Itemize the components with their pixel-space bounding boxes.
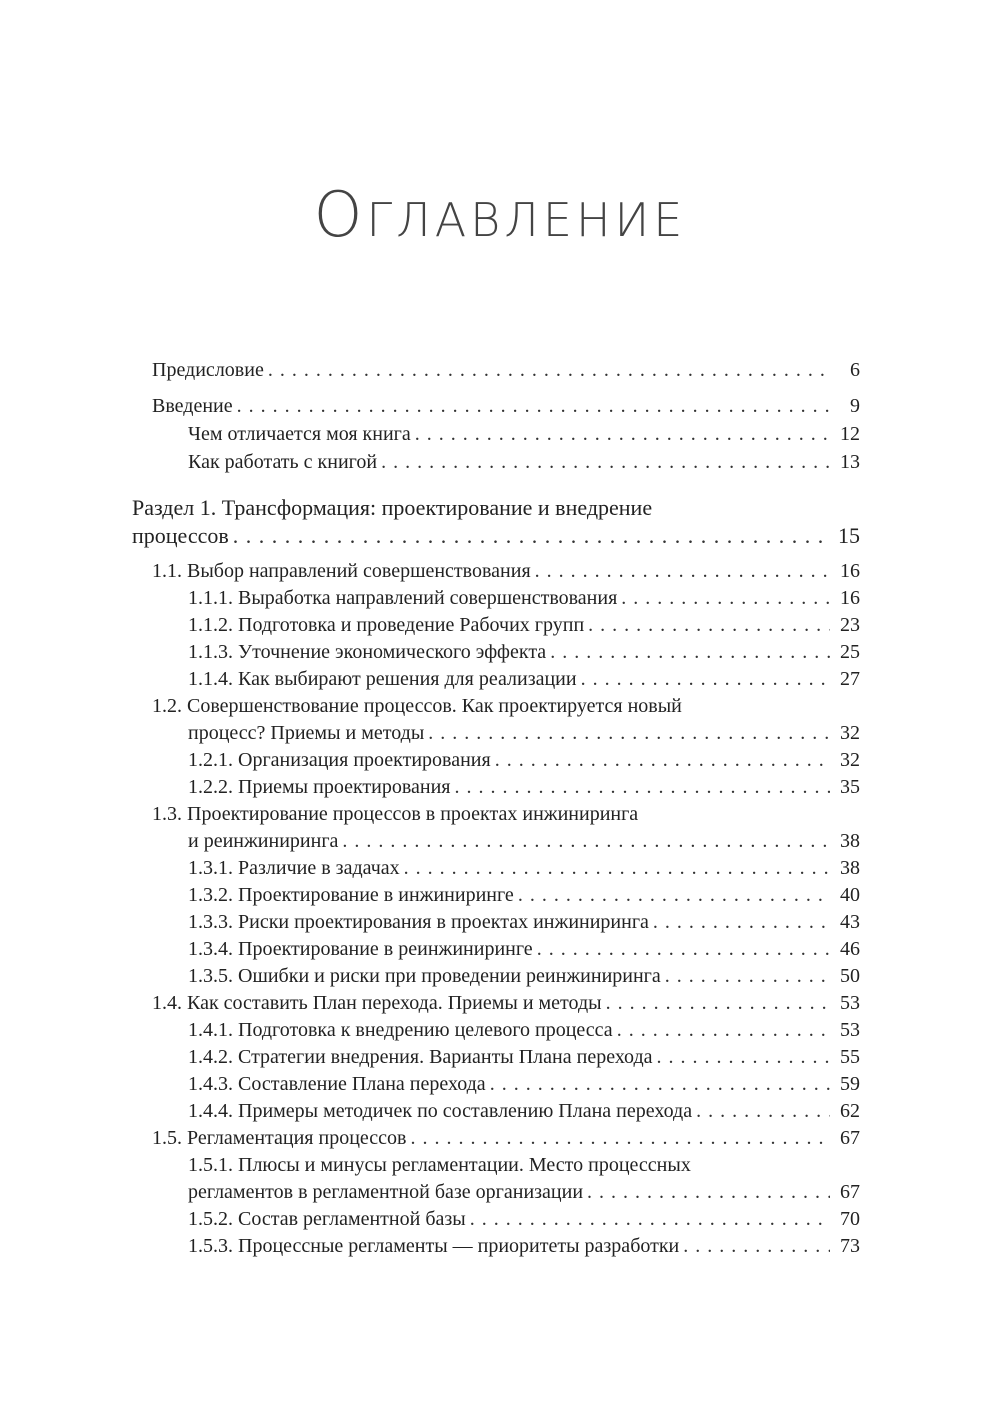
- toc-page-number: 70: [840, 1208, 860, 1230]
- dot-leader: [455, 774, 831, 801]
- toc-entry-title: 1.1.4. Как выбирают решения для реализации: [188, 668, 577, 690]
- toc-page-number: 43: [840, 911, 860, 933]
- toc-page-number: 53: [840, 1019, 860, 1041]
- toc-entry-title: 1.5. Регламентация процессов: [152, 1127, 407, 1149]
- toc-entry-1-4-3[interactable]: [188, 1071, 860, 1098]
- toc-entry-preface[interactable]: [152, 357, 860, 384]
- toc-entry-1-5-3[interactable]: [188, 1233, 860, 1260]
- toc-entry-title: 1.3.1. Различие в задачах: [188, 857, 400, 879]
- toc-entry-title: 1.1.2. Подготовка и проведение Рабочих групп: [188, 614, 585, 636]
- toc-entry-title: регламентов в регламентной базе организации: [188, 1181, 584, 1203]
- toc-entry-1-5-1[interactable]: [188, 1179, 860, 1206]
- dot-leader: [268, 357, 830, 384]
- toc-entry-intro[interactable]: [152, 393, 860, 420]
- toc-entry-1-4-4[interactable]: [188, 1098, 860, 1125]
- toc-entry-1-2-1[interactable]: [188, 747, 860, 774]
- dot-leader: [621, 585, 830, 612]
- toc-page-number: 23: [840, 614, 860, 636]
- toc-page-number: 67: [840, 1181, 860, 1203]
- toc-page-number: 35: [840, 776, 860, 798]
- toc-entry-1-5-2[interactable]: [188, 1206, 860, 1233]
- dot-leader: [410, 1125, 830, 1152]
- toc-entry-1-2-2[interactable]: [188, 774, 860, 801]
- toc-page-number: 40: [840, 884, 860, 906]
- dot-leader: [657, 1044, 830, 1071]
- toc-page-number: 15: [838, 523, 860, 548]
- dot-leader: [537, 936, 830, 963]
- toc-entry-1-3-5[interactable]: [188, 963, 860, 990]
- dot-leader: [653, 909, 830, 936]
- dot-leader: [617, 1017, 830, 1044]
- toc-entry-title: 1.1.3. Уточнение экономического эффекта: [188, 641, 547, 663]
- toc-entry-title: процессов: [132, 523, 229, 548]
- toc-entry-1-1-1[interactable]: [188, 585, 860, 612]
- toc-entry-1-1[interactable]: [152, 558, 860, 585]
- dot-leader: [581, 666, 830, 693]
- dot-leader: [696, 1098, 830, 1125]
- toc-page-number: 55: [840, 1046, 860, 1068]
- toc-entry-1-1-3[interactable]: [188, 639, 860, 666]
- toc-entry-1-5[interactable]: [152, 1125, 860, 1152]
- toc-page-number: 6: [850, 359, 860, 381]
- dot-leader: [665, 963, 830, 990]
- toc-page-number: 53: [840, 992, 860, 1014]
- toc-entry-title: 1.4.2. Стратегии внедрения. Варианты Плана перехода: [188, 1046, 653, 1068]
- toc-page-number: 46: [840, 938, 860, 960]
- page-title: [0, 178, 1000, 251]
- toc-page-number: 25: [840, 641, 860, 663]
- dot-leader: [342, 828, 830, 855]
- toc-entry-1-1-2[interactable]: [188, 612, 860, 639]
- toc-page-number: 13: [840, 451, 860, 473]
- toc-page-number: 50: [840, 965, 860, 987]
- toc-entry-title: 1.3.5. Ошибки и риски при проведении реинжиниринга: [188, 965, 661, 987]
- toc-entry-title: 1.4. Как составить План перехода. Приемы и методы: [152, 992, 602, 1014]
- toc-entry-title: 1.4.3. Составление Плана перехода: [188, 1073, 486, 1095]
- toc-page-number: 9: [850, 395, 860, 417]
- toc-entry-title: 1.3.4. Проектирование в реинжиниринге: [188, 938, 533, 960]
- toc-page-number: 32: [840, 749, 860, 771]
- dot-leader: [404, 855, 830, 882]
- toc-page-number: 32: [840, 722, 860, 744]
- toc-entry-1-4-1[interactable]: [188, 1017, 860, 1044]
- toc-entry-1-3[interactable]: [188, 828, 860, 855]
- dot-leader: [683, 1233, 830, 1260]
- dot-leader: [606, 990, 830, 1017]
- dot-leader: [518, 882, 830, 909]
- page-title-initial: О: [313, 178, 367, 251]
- toc-entry-1-3-1[interactable]: [188, 855, 860, 882]
- toc-entry-title: 1.1. Выбор направлений совершенствования: [152, 560, 531, 582]
- toc-entry-title: 1.2.2. Приемы проектирования: [188, 776, 451, 798]
- toc-page-number: 16: [840, 560, 860, 582]
- toc-entry-1-4-2[interactable]: [188, 1044, 860, 1071]
- dot-leader: [428, 720, 830, 747]
- toc-entry-title: 1.1.1. Выработка направлений совершенствования: [188, 587, 618, 609]
- dot-leader: [588, 612, 830, 639]
- toc-entry-1-2[interactable]: [188, 720, 860, 747]
- toc-page-number: 73: [840, 1235, 860, 1257]
- dot-leader: [381, 449, 830, 476]
- toc-part-1-title-line-1[interactable]: Раздел 1. Трансформация: проектирование и внедрение: [132, 495, 653, 520]
- toc-entry-title: и реинжиниринга: [188, 830, 339, 852]
- dot-leader: [470, 1206, 830, 1233]
- toc-entry-title: 1.5.2. Состав регламентной базы: [188, 1208, 466, 1230]
- toc-page-number: 62: [840, 1100, 860, 1122]
- toc-entry-title: Введение: [152, 395, 233, 417]
- toc-page-number: 67: [840, 1127, 860, 1149]
- dot-leader: [587, 1179, 830, 1206]
- toc-entry-title: Чем отличается моя книга: [188, 423, 411, 445]
- toc-page-number: 38: [840, 857, 860, 879]
- dot-leader: [535, 558, 830, 585]
- toc-page-number: 59: [840, 1073, 860, 1095]
- toc-page-number: 16: [840, 587, 860, 609]
- toc-page-number: 12: [840, 423, 860, 445]
- toc-entry-title: 1.3.3. Риски проектирования в проектах инжиниринга: [188, 911, 649, 933]
- toc-page-number: 27: [840, 668, 860, 690]
- toc-entry-title: процесс? Приемы и методы: [188, 722, 425, 744]
- dot-leader: [233, 522, 830, 549]
- toc-1-3-title-line-1[interactable]: 1.3. Проектирование процессов в проектах инжиниринга: [152, 803, 639, 825]
- toc-entry-title: Предисловие: [152, 359, 264, 381]
- toc-entry-title: 1.4.4. Примеры методичек по составлению Плана перехода: [188, 1100, 693, 1122]
- dot-leader: [237, 393, 830, 420]
- dot-leader: [550, 639, 830, 666]
- dot-leader: [415, 421, 830, 448]
- toc-entry-title: 1.2.1. Организация проектирования: [188, 749, 491, 771]
- toc-1-5-1-title-line-1[interactable]: 1.5.1. Плюсы и минусы регламентации. Место процессных: [188, 1154, 691, 1176]
- toc-entry-title: 1.3.2. Проектирование в инжиниринге: [188, 884, 514, 906]
- toc-entry-1-3-3[interactable]: [188, 909, 860, 936]
- toc-entry-1-4[interactable]: [152, 990, 860, 1017]
- dot-leader: [490, 1071, 830, 1098]
- toc-entry-1-1-4[interactable]: [188, 666, 860, 693]
- toc-entry-1-3-4[interactable]: [188, 936, 860, 963]
- toc-page-number: 38: [840, 830, 860, 852]
- toc-entry-1-3-2[interactable]: [188, 882, 860, 909]
- page-title-rest: ГЛАВЛЕНИЕ: [366, 193, 687, 247]
- toc-entry-title: 1.4.1. Подготовка к внедрению целевого процесса: [188, 1019, 613, 1041]
- toc-1-2-title-line-1[interactable]: 1.2. Совершенствование процессов. Как проектируется новый: [152, 695, 682, 717]
- dot-leader: [495, 747, 830, 774]
- toc-entry-intro-2[interactable]: [188, 449, 860, 476]
- toc-entry-intro-1[interactable]: [188, 421, 860, 448]
- toc-entry-title: Как работать с книгой: [188, 451, 378, 473]
- toc-entry-part-1[interactable]: [132, 522, 860, 549]
- toc-entry-title: 1.5.3. Процессные регламенты — приоритеты разработки: [188, 1235, 680, 1257]
